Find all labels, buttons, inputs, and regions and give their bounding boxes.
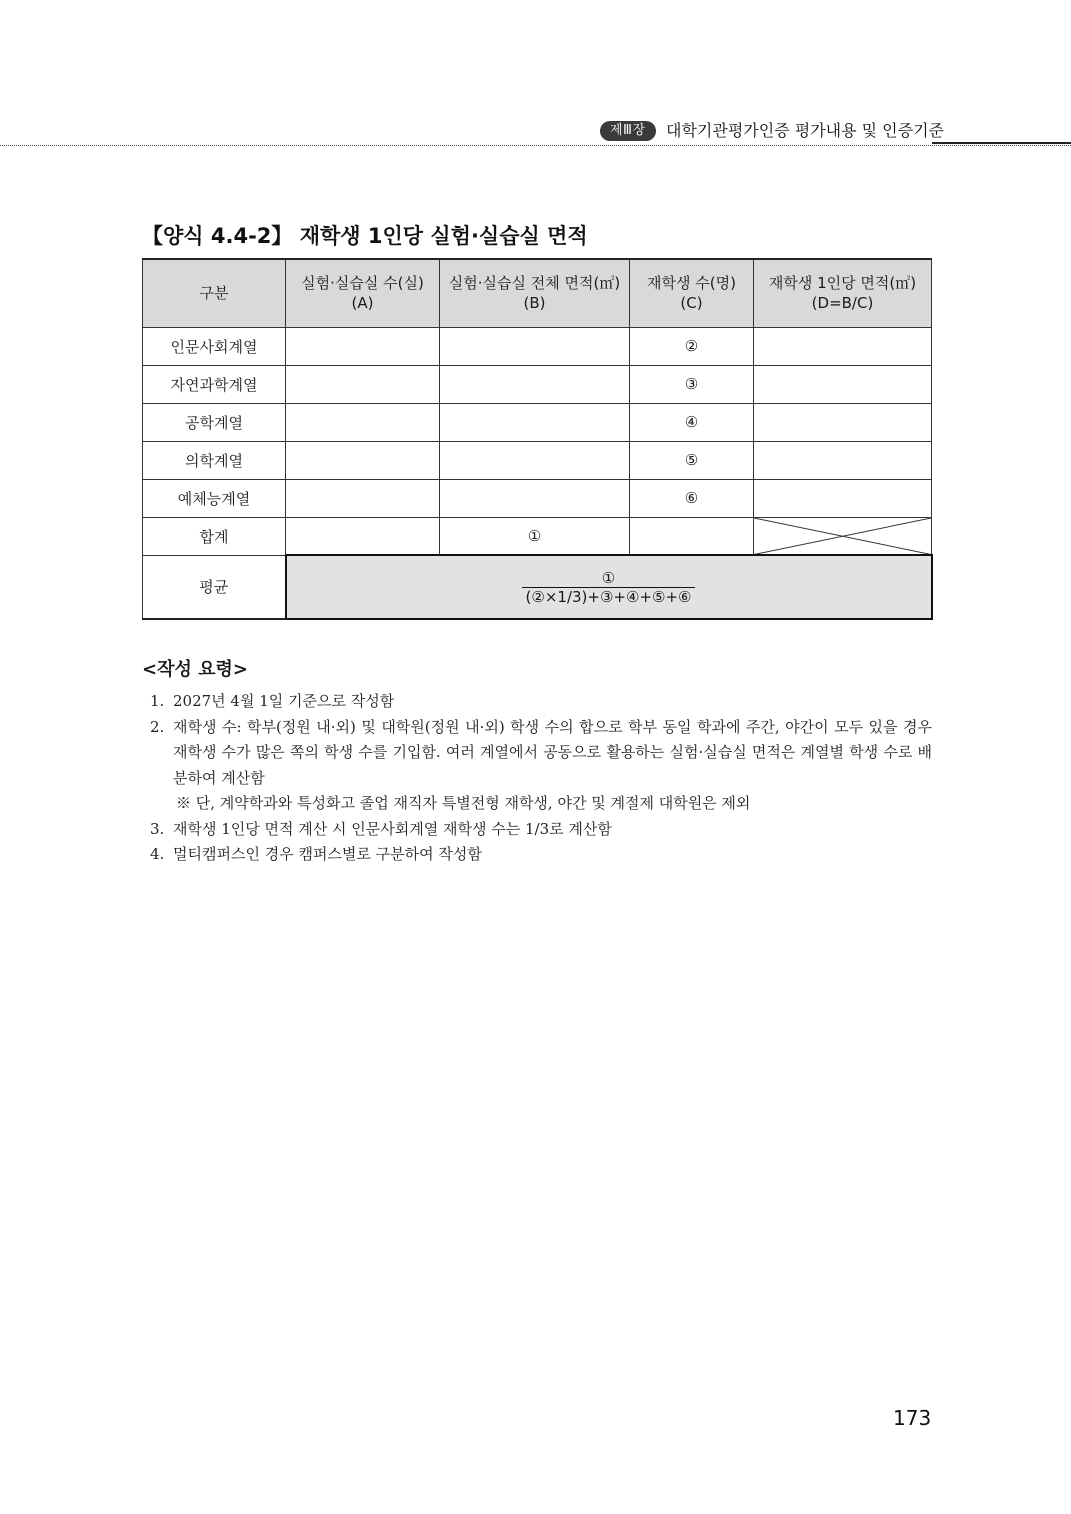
chapter-title: 대학기관평가인증 평가내용 및 인증기준 — [666, 121, 945, 140]
cell-area-per-student — [754, 365, 932, 403]
cell-area-per-student — [754, 327, 932, 365]
cell-lab-count — [286, 441, 440, 479]
note-number: 1. — [150, 692, 165, 710]
cell-student-count: ⑤ — [630, 441, 754, 479]
header-lab-count: 실험·실습실 수(실) (A) — [286, 259, 440, 327]
table-row — [143, 479, 932, 517]
crossed-out-cell — [754, 517, 932, 555]
notes-heading: <작성 요령> — [142, 659, 248, 680]
total-label: 합계 — [143, 517, 286, 555]
table-header-row — [143, 259, 932, 327]
cell-lab-count — [286, 403, 440, 441]
average-label: 평균 — [143, 555, 286, 619]
cell-lab-area — [440, 403, 630, 441]
list-item — [150, 715, 932, 792]
cell-student-count: ⑥ — [630, 479, 754, 517]
cell-lab-count — [286, 479, 440, 517]
table-row — [143, 441, 932, 479]
list-item — [150, 842, 932, 868]
note-text: 재학생 1인당 면적 계산 시 인문사회계열 재학생 수는 1/3로 계산함 — [173, 819, 612, 838]
page-header — [0, 118, 1071, 148]
sub-note: ※ 단, 계약학과와 특성화고 졸업 재직자 특별전형 재학생, 야간 및 계절제 대학원은 제외 — [176, 794, 751, 812]
total-lab-count — [286, 517, 440, 555]
row-label: 인문사회계열 — [143, 327, 286, 365]
row-label: 공학계열 — [143, 403, 286, 441]
list-item — [150, 817, 932, 843]
average-formula — [522, 569, 696, 606]
header-category: 구분 — [143, 259, 286, 327]
row-label: 예체능계열 — [143, 479, 286, 517]
cell-lab-area — [440, 365, 630, 403]
notes-list — [150, 689, 932, 868]
table-row — [143, 327, 932, 365]
chapter-badge: 제Ⅲ장 — [600, 121, 656, 141]
formula-denominator: (②×1/3)+③+④+⑤+⑥ — [522, 587, 696, 606]
cell-area-per-student — [754, 479, 932, 517]
cross-lines — [754, 518, 931, 555]
lab-area-table — [142, 258, 933, 620]
list-item — [150, 689, 932, 715]
header-lab-area: 실험·실습실 전체 면적(㎡) (B) — [440, 259, 630, 327]
total-row — [143, 517, 932, 555]
cell-lab-count — [286, 327, 440, 365]
page-number: 173 — [893, 1406, 932, 1430]
average-row — [143, 555, 932, 619]
cell-lab-count — [286, 365, 440, 403]
form-title: 【양식 4.4-2】 재학생 1인당 실험·실습실 면적 — [142, 224, 588, 248]
cell-student-count: ② — [630, 327, 754, 365]
header-solid-rule — [932, 142, 1071, 144]
cell-area-per-student — [754, 403, 932, 441]
row-label: 자연과학계열 — [143, 365, 286, 403]
note-number: 2. — [150, 717, 165, 736]
total-lab-area: ① — [440, 517, 630, 555]
table-row — [143, 403, 932, 441]
cell-student-count: ③ — [630, 365, 754, 403]
row-label: 의학계열 — [143, 441, 286, 479]
cell-lab-area — [440, 479, 630, 517]
note-text: 재학생 수: 학부(정원 내·외) 및 대학원(정원 내·외) 학생 수의 합으로 학부 동일 학과에 주간, 야간이 모두 있을 경우 재학생 수가 많은 쪽의 학생 수를 기입함. 여러 계열에서 공동으로 활용하는 실험·실습실 면적은 계열별 학생 수로 배분하여 계산함 — [173, 717, 932, 787]
note-number: 4. — [150, 845, 165, 863]
total-student-count — [630, 517, 754, 555]
table-row — [143, 365, 932, 403]
cell-student-count: ④ — [630, 403, 754, 441]
header-student-count: 재학생 수(명) (C) — [630, 259, 754, 327]
average-formula-cell — [286, 555, 932, 619]
note-number: 3. — [150, 819, 165, 838]
cell-lab-area — [440, 441, 630, 479]
cell-lab-area — [440, 327, 630, 365]
header-area-per-student: 재학생 1인당 면적(㎡) (D=B/C) — [754, 259, 932, 327]
formula-numerator: ① — [601, 568, 616, 587]
note-text: 멀티캠퍼스인 경우 캠퍼스별로 구분하여 작성함 — [173, 845, 482, 863]
cell-area-per-student — [754, 441, 932, 479]
note-text: 2027년 4월 1일 기준으로 작성함 — [173, 692, 395, 710]
header-dotted-rule — [0, 145, 1071, 146]
